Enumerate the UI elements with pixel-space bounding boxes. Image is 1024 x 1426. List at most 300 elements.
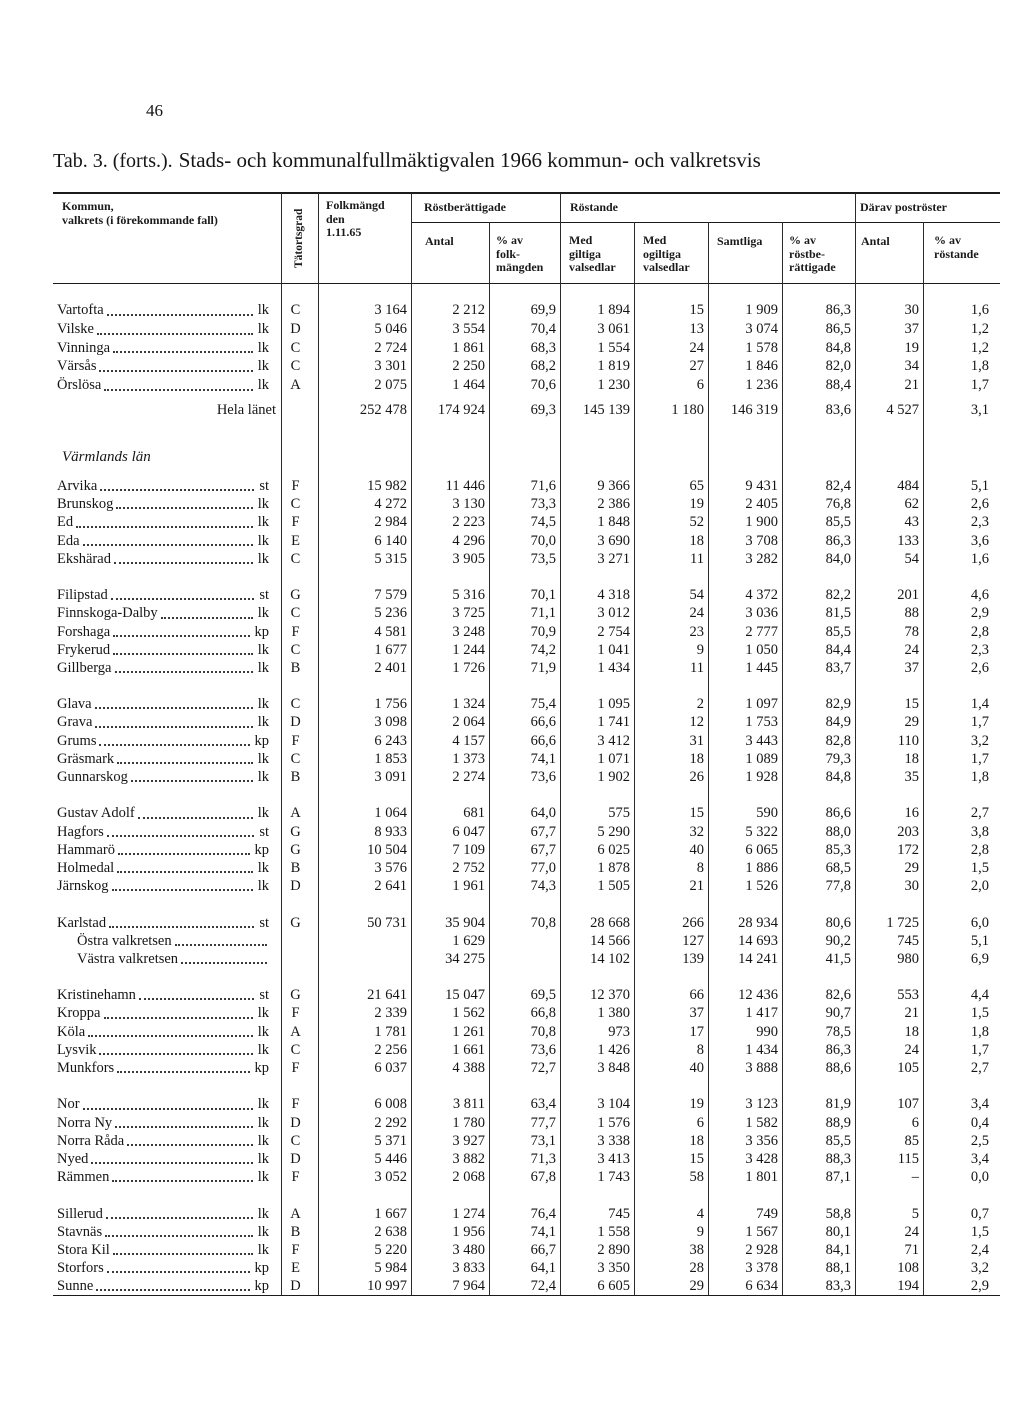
rb-antal-cell: 2 250 bbox=[452, 358, 485, 375]
ogiltiga-cell: 15 bbox=[689, 1150, 704, 1167]
municipality-cell bbox=[53, 1132, 281, 1150]
giltiga-cell: 4 318 bbox=[597, 587, 630, 604]
rb-antal-cell: 1 726 bbox=[452, 659, 485, 676]
rb-procent-cell: 77,0 bbox=[530, 859, 556, 876]
municipality-name: Gräsmark bbox=[57, 750, 115, 767]
municipality-cell bbox=[53, 841, 281, 859]
municipality-type: kp bbox=[254, 1278, 269, 1295]
tatortsgrad-cell: C bbox=[290, 605, 301, 622]
rs-procent-cell: 85,3 bbox=[825, 841, 851, 858]
municipality-type: lk bbox=[257, 532, 269, 549]
post-antal-cell: 16 bbox=[904, 805, 919, 822]
post-antal-cell: 203 bbox=[897, 823, 919, 840]
post-antal-cell: 105 bbox=[897, 1060, 919, 1076]
district-row bbox=[53, 950, 1000, 968]
county-total bbox=[53, 401, 1000, 420]
header-tatortsgrad: Tätortsgrad bbox=[293, 208, 305, 268]
table-row bbox=[53, 1259, 1000, 1277]
table-row bbox=[53, 495, 1000, 513]
samtliga-cell: 1 089 bbox=[745, 750, 778, 767]
giltiga-cell: 3 104 bbox=[597, 1096, 630, 1113]
ogiltiga-cell: 6 bbox=[696, 1114, 704, 1131]
municipality-name: Västra valkretsen bbox=[77, 950, 179, 967]
post-antal-cell: 6 bbox=[911, 1114, 919, 1131]
municipality-name: Kristinehamn bbox=[57, 987, 136, 1004]
folkmangd-cell: 6 140 bbox=[374, 532, 407, 549]
municipality-name: Eda bbox=[57, 532, 80, 549]
giltiga-cell: 28 668 bbox=[590, 914, 630, 931]
giltiga-cell: 1 505 bbox=[597, 878, 630, 895]
post-procent-cell: 2,4 bbox=[970, 1241, 989, 1258]
municipality-cell bbox=[53, 604, 281, 622]
ogiltiga-cell: 6 bbox=[696, 377, 704, 393]
rs-procent-cell: 88,0 bbox=[825, 823, 851, 840]
municipality-cell bbox=[53, 320, 281, 339]
rb-antal-cell: 3 811 bbox=[452, 1096, 485, 1113]
rs-procent-cell: 86,3 bbox=[825, 532, 851, 549]
giltiga-cell: 2 890 bbox=[597, 1241, 630, 1258]
rb-procent-cell: 77,7 bbox=[530, 1114, 556, 1131]
rs-procent-cell: 88,1 bbox=[825, 1260, 851, 1277]
folkmangd-cell: 15 982 bbox=[367, 478, 407, 494]
municipality-name: Forshaga bbox=[57, 623, 111, 640]
post-procent-cell: 3,2 bbox=[970, 732, 989, 749]
samtliga-cell: 1 236 bbox=[745, 377, 778, 393]
samtliga-cell: 590 bbox=[756, 805, 778, 822]
rb-antal-cell: 3 248 bbox=[452, 623, 485, 640]
folkmangd-cell: 5 315 bbox=[374, 550, 407, 567]
tatortsgrad-cell: C bbox=[290, 1041, 301, 1058]
leader-dots bbox=[117, 762, 253, 764]
municipality-name: Holmedal bbox=[57, 859, 115, 876]
folkmangd-cell: 5 236 bbox=[374, 605, 407, 622]
header-samtliga: Samtliga bbox=[717, 234, 763, 248]
giltiga-cell: 1 894 bbox=[597, 302, 630, 318]
giltiga-cell: 3 848 bbox=[597, 1060, 630, 1076]
folkmangd-cell: 10 997 bbox=[367, 1278, 407, 1295]
samtliga-cell: 28 934 bbox=[738, 914, 778, 931]
municipality-cell bbox=[53, 1095, 281, 1113]
rs-procent-cell: 83,7 bbox=[825, 659, 851, 676]
post-procent-cell: 2,6 bbox=[970, 659, 989, 676]
rb-procent-cell: 70,4 bbox=[530, 320, 556, 337]
leader-dots bbox=[97, 333, 253, 335]
tatortsgrad-cell: B bbox=[290, 1223, 301, 1240]
municipality-name: Hagfors bbox=[57, 823, 104, 840]
giltiga-cell: 1 878 bbox=[597, 859, 630, 876]
table-row bbox=[53, 1223, 1000, 1241]
post-procent-cell: 2,0 bbox=[970, 878, 989, 895]
municipality-cell bbox=[53, 1205, 281, 1223]
municipality-cell bbox=[53, 1114, 281, 1132]
table-body bbox=[53, 301, 1000, 1295]
rb-antal-cell: 1 661 bbox=[452, 1041, 485, 1058]
leader-dots bbox=[118, 853, 250, 855]
municipality-type: lk bbox=[257, 1150, 269, 1167]
tatortsgrad-cell bbox=[281, 401, 318, 420]
post-antal-cell: 18 bbox=[904, 1023, 919, 1040]
row-group bbox=[53, 914, 1000, 969]
rs-procent-cell: 85,5 bbox=[825, 1132, 851, 1149]
leader-dots bbox=[99, 744, 249, 746]
rb-procent-cell: 69,9 bbox=[530, 302, 556, 318]
rs-procent-cell: 41,5 bbox=[825, 950, 851, 967]
giltiga-cell: 1 041 bbox=[597, 641, 630, 658]
municipality-cell bbox=[53, 641, 281, 659]
post-procent-cell: 3,2 bbox=[970, 1260, 989, 1277]
post-procent-cell: 1,8 bbox=[970, 358, 989, 375]
municipality-cell bbox=[53, 713, 281, 731]
ogiltiga-cell: 127 bbox=[682, 932, 704, 949]
rs-procent-cell: 86,3 bbox=[825, 302, 851, 318]
tatortsgrad-cell: F bbox=[291, 1096, 300, 1113]
folkmangd-cell: 2 638 bbox=[374, 1223, 407, 1240]
rb-procent-cell: 73,1 bbox=[530, 1132, 556, 1149]
ogiltiga-cell: 15 bbox=[689, 805, 704, 822]
post-antal-cell: 35 bbox=[904, 769, 919, 785]
folkmangd-cell: 1 677 bbox=[374, 641, 407, 658]
tatortsgrad-cell: C bbox=[290, 496, 301, 513]
table-row bbox=[53, 695, 1000, 713]
ogiltiga-cell: 266 bbox=[682, 914, 704, 931]
tatortsgrad-cell: C bbox=[290, 358, 301, 375]
municipality-name: Storfors bbox=[57, 1260, 104, 1277]
tatortsgrad-cell: C bbox=[290, 302, 301, 318]
municipality-name: Sillerud bbox=[57, 1205, 103, 1222]
rb-procent-cell: 71,3 bbox=[530, 1150, 556, 1167]
rs-procent-cell: 82,6 bbox=[825, 987, 851, 1004]
post-procent-cell: 5,1 bbox=[970, 478, 989, 494]
giltiga-cell: 9 366 bbox=[597, 478, 630, 494]
table-row bbox=[53, 732, 1000, 750]
post-antal-cell: 19 bbox=[904, 339, 919, 356]
folkmangd-cell: 2 984 bbox=[374, 514, 407, 531]
rs-procent-cell: 85,5 bbox=[825, 623, 851, 640]
table-row bbox=[53, 804, 1000, 822]
municipality-type: kp bbox=[254, 623, 269, 640]
municipality-cell bbox=[53, 1168, 281, 1186]
tatortsgrad-cell: F bbox=[291, 1241, 300, 1258]
ogiltiga-cell: 19 bbox=[689, 1096, 704, 1113]
municipality-cell bbox=[53, 477, 281, 495]
post-antal-cell: 980 bbox=[897, 950, 919, 967]
ogiltiga-cell: 66 bbox=[689, 987, 704, 1004]
post-antal-cell: 15 bbox=[904, 696, 919, 713]
samtliga-cell: 3 123 bbox=[745, 1096, 778, 1113]
ogiltiga-cell: 4 bbox=[696, 1205, 704, 1222]
row-group bbox=[53, 695, 1000, 786]
municipality-cell bbox=[53, 513, 281, 531]
table-number: Tab. 3. (forts.). bbox=[53, 150, 173, 172]
municipality-type: lk bbox=[257, 550, 269, 567]
municipality-name: Stavnäs bbox=[57, 1223, 103, 1240]
municipality-type: lk bbox=[257, 302, 269, 318]
samtliga-cell: 5 322 bbox=[745, 823, 778, 840]
leader-dots bbox=[96, 1289, 249, 1291]
municipality-name: Vinninga bbox=[57, 339, 111, 356]
post-procent-cell: 3,1 bbox=[970, 401, 989, 418]
municipality-type: st bbox=[259, 914, 269, 931]
rs-procent-cell: 79,3 bbox=[825, 750, 851, 767]
leader-dots bbox=[107, 1271, 250, 1273]
tatortsgrad-cell: C bbox=[290, 750, 301, 767]
rb-antal-cell: 1 629 bbox=[452, 932, 485, 949]
rb-procent-cell: 66,6 bbox=[530, 714, 556, 731]
post-procent-cell: 2,8 bbox=[970, 841, 989, 858]
rb-procent-cell: 66,7 bbox=[530, 1241, 556, 1258]
municipality-cell bbox=[53, 1241, 281, 1259]
rb-procent-cell: 63,4 bbox=[530, 1096, 556, 1113]
tatortsgrad-cell: A bbox=[290, 1023, 301, 1040]
municipality-name: Östra valkretsen bbox=[77, 932, 172, 949]
post-antal-cell: 553 bbox=[897, 987, 919, 1004]
tatortsgrad-cell: F bbox=[291, 478, 300, 494]
samtliga-cell: 14 693 bbox=[738, 932, 778, 949]
municipality-type: lk bbox=[257, 605, 269, 622]
giltiga-cell: 973 bbox=[608, 1023, 630, 1040]
table-top-rule bbox=[53, 192, 1000, 194]
tatortsgrad-cell: F bbox=[291, 1005, 300, 1022]
giltiga-cell: 14 102 bbox=[590, 950, 630, 967]
rs-procent-cell: 84,8 bbox=[825, 769, 851, 785]
ogiltiga-cell: 18 bbox=[689, 532, 704, 549]
municipality-type: kp bbox=[254, 1060, 269, 1076]
post-antal-cell: 34 bbox=[904, 358, 919, 375]
municipality-type: st bbox=[259, 987, 269, 1004]
folkmangd-cell: 3 098 bbox=[374, 714, 407, 731]
rb-antal-cell: 3 130 bbox=[452, 496, 485, 513]
table-row bbox=[53, 1114, 1000, 1132]
giltiga-cell: 3 350 bbox=[597, 1260, 630, 1277]
municipality-name: Norra Ny bbox=[57, 1114, 113, 1131]
tatortsgrad-cell: C bbox=[290, 550, 301, 567]
rb-procent-cell: 64,0 bbox=[530, 805, 556, 822]
municipality-name: Lysvik bbox=[57, 1041, 97, 1058]
rb-antal-cell: 2 752 bbox=[452, 859, 485, 876]
municipality-name: Ed bbox=[57, 514, 74, 531]
post-procent-cell: 1,4 bbox=[970, 696, 989, 713]
folkmangd-cell: 2 075 bbox=[374, 377, 407, 393]
rs-procent-cell: 84,1 bbox=[825, 1241, 851, 1258]
post-antal-cell: 62 bbox=[904, 496, 919, 513]
municipality-name: Gillberga bbox=[57, 659, 112, 676]
municipality-cell bbox=[53, 1059, 281, 1077]
municipality-type: lk bbox=[257, 859, 269, 876]
rb-antal-cell: 1 261 bbox=[452, 1023, 485, 1040]
municipality-cell bbox=[53, 1004, 281, 1022]
municipality-name: Nor bbox=[57, 1096, 80, 1113]
giltiga-cell: 745 bbox=[608, 1205, 630, 1222]
ogiltiga-cell: 1 180 bbox=[671, 401, 704, 418]
leader-dots bbox=[76, 526, 253, 528]
tatortsgrad-cell: G bbox=[290, 587, 301, 604]
rb-antal-cell: 3 833 bbox=[452, 1260, 485, 1277]
rb-procent-cell: 74,2 bbox=[530, 641, 556, 658]
ogiltiga-cell: 24 bbox=[689, 339, 704, 356]
ogiltiga-cell: 9 bbox=[696, 1223, 704, 1240]
ogiltiga-cell: 58 bbox=[689, 1169, 704, 1186]
tatortsgrad-cell: C bbox=[290, 339, 301, 356]
samtliga-cell: 6 634 bbox=[745, 1278, 778, 1295]
post-antal-cell: 21 bbox=[904, 377, 919, 393]
post-procent-cell: 3,6 bbox=[970, 532, 989, 549]
samtliga-cell: 14 241 bbox=[738, 950, 778, 967]
samtliga-cell: 1 097 bbox=[745, 696, 778, 713]
rb-procent-cell: 68,2 bbox=[530, 358, 556, 375]
ogiltiga-cell: 12 bbox=[689, 714, 704, 731]
post-procent-cell: 1,7 bbox=[970, 377, 989, 393]
row-group bbox=[53, 804, 1000, 895]
rb-procent-cell bbox=[489, 950, 560, 968]
table-row bbox=[53, 641, 1000, 659]
municipality-cell bbox=[53, 376, 281, 395]
giltiga-cell: 1 576 bbox=[597, 1114, 630, 1131]
giltiga-cell: 1 230 bbox=[597, 377, 630, 393]
rs-procent-cell: 87,1 bbox=[825, 1169, 851, 1186]
giltiga-cell: 14 566 bbox=[590, 932, 630, 949]
leader-dots bbox=[95, 726, 252, 728]
rb-procent-cell: 74,5 bbox=[530, 514, 556, 531]
header-giltiga: Med giltiga valsedlar bbox=[569, 233, 616, 274]
municipality-name: Gustav Adolf bbox=[57, 805, 135, 822]
ogiltiga-cell: 40 bbox=[689, 1060, 704, 1076]
giltiga-cell: 3 690 bbox=[597, 532, 630, 549]
folkmangd-cell: 50 731 bbox=[367, 914, 407, 931]
total-row bbox=[53, 401, 1000, 420]
table-title bbox=[53, 148, 761, 173]
municipality-cell bbox=[53, 1023, 281, 1041]
post-procent-cell: 1,7 bbox=[970, 714, 989, 731]
post-antal-cell: 24 bbox=[904, 1041, 919, 1058]
rs-procent-cell: 90,7 bbox=[825, 1005, 851, 1022]
giltiga-cell: 1 095 bbox=[597, 696, 630, 713]
municipality-name: Grums bbox=[57, 732, 97, 749]
leader-dots bbox=[138, 817, 253, 819]
rs-procent-cell: 83,3 bbox=[825, 1278, 851, 1295]
municipality-cell bbox=[53, 550, 281, 568]
giltiga-cell: 1 554 bbox=[597, 339, 630, 356]
post-procent-cell: 1,8 bbox=[970, 1023, 989, 1040]
leader-dots bbox=[99, 370, 252, 372]
folkmangd-cell bbox=[318, 950, 411, 968]
rb-antal-cell: 7 964 bbox=[452, 1278, 485, 1295]
ogiltiga-cell: 18 bbox=[689, 1132, 704, 1149]
tatortsgrad-cell bbox=[281, 950, 318, 968]
samtliga-cell: 1 753 bbox=[745, 714, 778, 731]
post-procent-cell: 3,8 bbox=[970, 823, 989, 840]
leader-dots bbox=[117, 871, 253, 873]
post-antal-cell: 745 bbox=[897, 932, 919, 949]
header-bottom-rule bbox=[53, 283, 1000, 284]
municipality-cell bbox=[53, 986, 281, 1004]
leader-dots bbox=[104, 389, 252, 391]
ogiltiga-cell: 11 bbox=[690, 659, 704, 676]
ogiltiga-cell: 27 bbox=[689, 358, 704, 375]
rb-procent-cell: 68,3 bbox=[530, 339, 556, 356]
giltiga-cell: 12 370 bbox=[590, 987, 630, 1004]
leader-dots bbox=[95, 707, 253, 709]
giltiga-cell: 2 386 bbox=[597, 496, 630, 513]
giltiga-cell: 1 743 bbox=[597, 1169, 630, 1186]
rb-procent-cell: 73,5 bbox=[530, 550, 556, 567]
folkmangd-cell bbox=[318, 932, 411, 950]
rb-procent-cell: 69,3 bbox=[530, 401, 556, 418]
ogiltiga-cell: 38 bbox=[689, 1241, 704, 1258]
municipality-type: st bbox=[259, 823, 269, 840]
rb-antal-cell: 3 480 bbox=[452, 1241, 485, 1258]
table-row bbox=[53, 550, 1000, 568]
ogiltiga-cell: 2 bbox=[696, 696, 704, 713]
rb-antal-cell: 3 882 bbox=[452, 1150, 485, 1167]
folkmangd-cell: 3 576 bbox=[374, 859, 407, 876]
post-procent-cell: 0,0 bbox=[970, 1169, 989, 1186]
post-procent-cell: 1,7 bbox=[970, 750, 989, 767]
municipality-type: lk bbox=[257, 714, 269, 731]
leader-dots bbox=[91, 1162, 252, 1164]
leader-dots bbox=[131, 780, 253, 782]
rs-procent-cell: 82,0 bbox=[825, 358, 851, 375]
rb-procent-cell bbox=[489, 932, 560, 950]
table-row bbox=[53, 1150, 1000, 1168]
rs-procent-cell: 82,9 bbox=[825, 696, 851, 713]
leader-dots bbox=[161, 617, 253, 619]
rb-procent-cell: 70,8 bbox=[530, 914, 556, 931]
ogiltiga-cell: 23 bbox=[689, 623, 704, 640]
folkmangd-cell: 5 984 bbox=[374, 1260, 407, 1277]
rb-procent-cell: 71,6 bbox=[530, 478, 556, 494]
giltiga-cell: 1 380 bbox=[597, 1005, 630, 1022]
table-row bbox=[53, 1205, 1000, 1223]
post-procent-cell: 6,9 bbox=[970, 950, 989, 967]
samtliga-cell: 990 bbox=[756, 1023, 778, 1040]
ogiltiga-cell: 11 bbox=[690, 550, 704, 567]
leader-dots bbox=[175, 944, 267, 946]
post-antal-cell: 24 bbox=[904, 1223, 919, 1240]
rb-antal-cell: 1 961 bbox=[452, 878, 485, 895]
rb-procent-cell: 69,5 bbox=[530, 987, 556, 1004]
municipality-cell bbox=[53, 804, 281, 822]
post-procent-cell: 0,7 bbox=[970, 1205, 989, 1222]
rb-antal-cell: 34 275 bbox=[445, 950, 485, 967]
samtliga-cell: 1 909 bbox=[745, 302, 778, 318]
rs-procent-cell: 80,1 bbox=[825, 1223, 851, 1240]
post-antal-cell: 24 bbox=[904, 641, 919, 658]
rb-procent-cell: 66,8 bbox=[530, 1005, 556, 1022]
post-procent-cell: 2,7 bbox=[970, 805, 989, 822]
table-row bbox=[53, 357, 1000, 376]
municipality-name: Vartofta bbox=[57, 302, 104, 318]
municipality-cell bbox=[53, 859, 281, 877]
rb-procent-cell: 67,8 bbox=[530, 1169, 556, 1186]
post-antal-cell: 88 bbox=[904, 605, 919, 622]
header-ogiltiga: Med ogiltiga valsedlar bbox=[643, 233, 690, 274]
municipality-name: Kroppa bbox=[57, 1005, 101, 1022]
giltiga-cell: 3 412 bbox=[597, 732, 630, 749]
ogiltiga-cell: 54 bbox=[689, 587, 704, 604]
post-antal-cell: 29 bbox=[904, 714, 919, 731]
folkmangd-cell: 3 301 bbox=[374, 358, 407, 375]
municipality-type: lk bbox=[257, 1169, 269, 1186]
table-row bbox=[53, 477, 1000, 495]
tatortsgrad-cell: D bbox=[290, 878, 301, 895]
municipality-type: lk bbox=[257, 1241, 269, 1258]
rb-antal-cell: 1 464 bbox=[452, 377, 485, 393]
folkmangd-cell: 5 371 bbox=[374, 1132, 407, 1149]
rb-procent-cell: 70,9 bbox=[530, 623, 556, 640]
municipality-cell bbox=[53, 877, 281, 895]
samtliga-cell: 1 846 bbox=[745, 358, 778, 375]
giltiga-cell: 1 426 bbox=[597, 1041, 630, 1058]
